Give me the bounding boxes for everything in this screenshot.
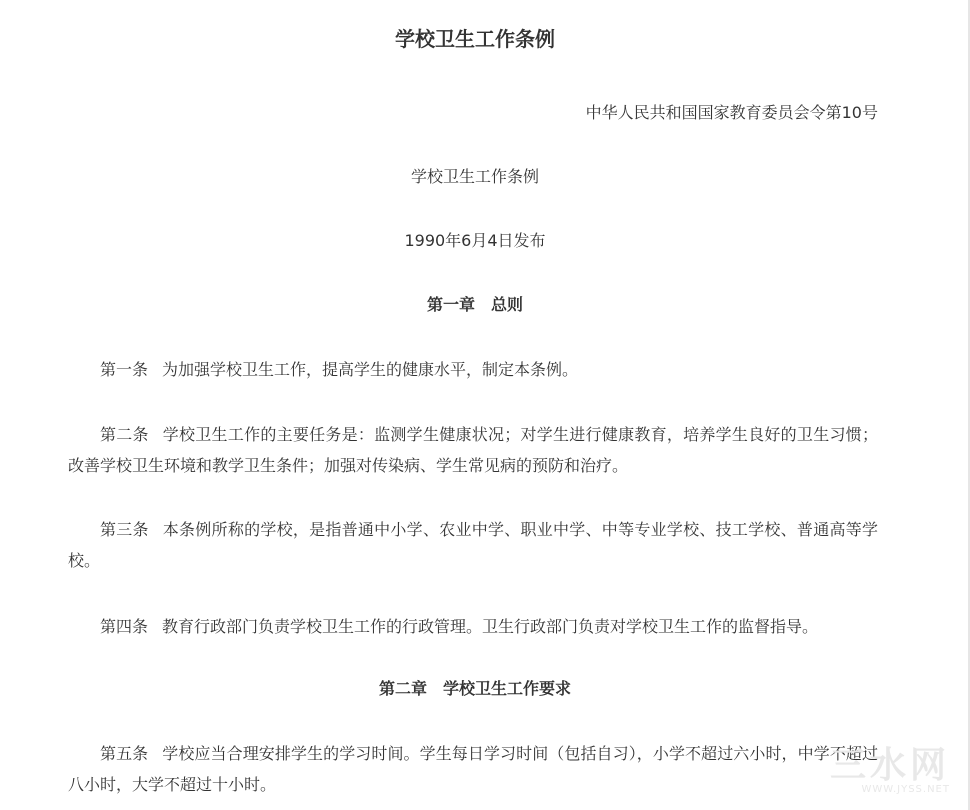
publish-date: 1990年6月4日发布	[404, 231, 546, 250]
article-4-label: 第四条	[100, 617, 149, 636]
chapter-2-heading: 第二章 学校卫生工作要求	[378, 679, 571, 698]
article-5-label: 第五条	[100, 744, 149, 763]
document-title: 学校卫生工作条例	[395, 27, 555, 51]
watermark-logo: 三水网	[829, 745, 950, 786]
article-5-text: 学校应当合理安排学生的学习时间。学生每日学习时间（包括自习），小学不超过六小时，中学不超过八小时，大学不超过十小时。	[68, 744, 878, 794]
article-4	[68, 611, 878, 642]
article-2-text: 学校卫生工作的主要任务是：监测学生健康状况；对学生进行健康教育，培养学生良好的卫生习惯；改善学校卫生环境和教学卫生条件；加强对传染病、学生常见病的预防和治疗。	[68, 425, 878, 475]
watermark-url: WWW.JYSS.NET	[861, 784, 950, 795]
article-1-text: 为加强学校卫生工作，提高学生的健康水平，制定本条例。	[162, 360, 579, 379]
article-3-text: 本条例所称的学校，是指普通中小学、农业中学、职业中学、中等专业学校、技工学校、普通高等学校。	[68, 520, 878, 570]
article-5	[68, 738, 878, 800]
article-2-label: 第二条	[100, 425, 149, 444]
document-subtitle: 学校卫生工作条例	[410, 167, 539, 186]
article-4-text: 教育行政部门负责学校卫生工作的行政管理。卫生行政部门负责对学校卫生工作的监督指导。	[162, 617, 819, 636]
decree-number: 中华人民共和国国家教育委员会令第10号	[585, 103, 878, 122]
article-1	[68, 354, 878, 385]
article-3	[68, 514, 878, 576]
article-3-label: 第三条	[100, 520, 149, 539]
article-2	[68, 419, 878, 481]
article-1-label: 第一条	[100, 360, 149, 379]
chapter-1-heading: 第一章 总则	[426, 295, 523, 314]
